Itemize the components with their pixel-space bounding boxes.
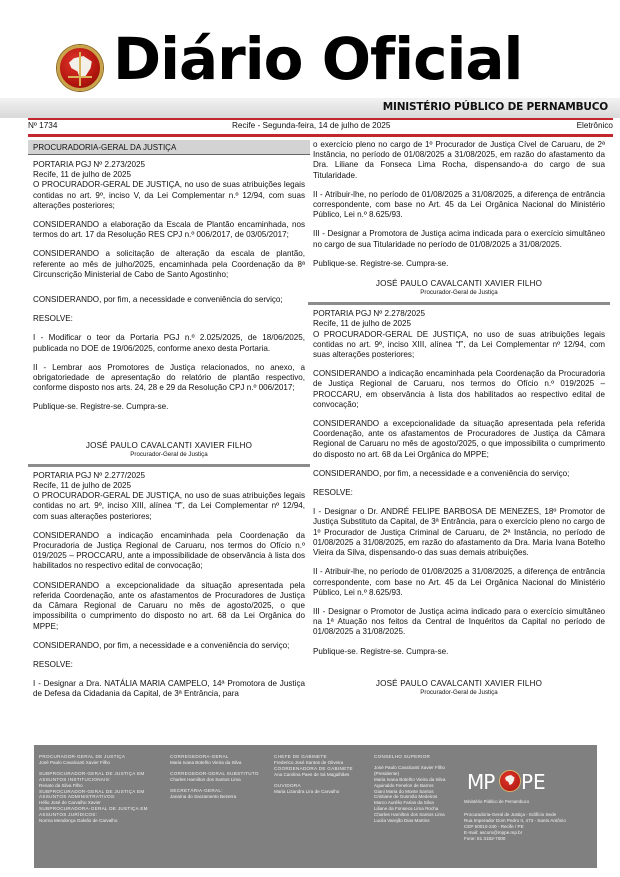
- logo-subtitle: Ministério Público de Pernambuco: [464, 799, 530, 804]
- mppe-logo-seal-icon: [499, 770, 521, 792]
- footer-column-council: [374, 754, 459, 824]
- council-members: [374, 765, 459, 824]
- signer-role: Procurador-Geral de Justiça: [420, 688, 498, 696]
- address-line: Rua Imperador Dom Pedro II, 473 - Santo Antônio: [464, 817, 566, 823]
- footer-directory: [34, 745, 597, 868]
- footer-entry-title: CHEFE DE GABINETE: [274, 754, 327, 759]
- portaria-item: o exercício pleno no cargo de 1º Procurador de Justiça Cível de Caruaru, de 2ª Instância, no período de 01/08/2025 a 31/08/2025, em razão do afastamento da Dra. Liliane da Fonseca Lima Rocha, dispensando-a do cargo de sua Titularidade.: [313, 140, 605, 180]
- portaria-title: PORTARIA PGJ Nº 2.278/2025: [313, 309, 425, 319]
- footer-entry: [39, 754, 164, 766]
- footer-entry-title: OUVIDORA: [274, 782, 301, 788]
- portaria-date: Recife, 11 de julho de 2025: [33, 481, 131, 491]
- signer-name: JOSÉ PAULO CAVALCANTI XAVIER FILHO: [375, 279, 543, 289]
- signer-role: Procurador-Geral de Justiça: [420, 289, 498, 297]
- council-heading: CONSELHO SUPERIOR: [374, 754, 431, 759]
- portaria-2273: [33, 160, 305, 459]
- footer-entry: [39, 806, 164, 824]
- footer-entry: [170, 754, 275, 766]
- council-member: Lucila Varejão Dias Martins: [374, 818, 430, 824]
- portaria-considerando: CONSIDERANDO a indicação encaminhada pela Coordenação da Procuradoria de Justiça Regional de Caruaru, nos termos do Ofício n.º 019/2025 – PROCCARU, em observância à lista dos habilitados ao respectivo edital de convocação;: [313, 369, 605, 409]
- portaria-considerando: CONSIDERANDO, por fim, a necessidade e a conveniência do serviço;: [33, 640, 290, 650]
- portaria-item: I - Modificar o teor da Portaria PGJ n.º 2.025/2025, de 18/06/2025, publicada no DOE de 19/06/2025, conforme anexo desta Portaria.: [33, 333, 305, 353]
- portaria-preamble: O PROCURADOR-GERAL DE JUSTIÇA, no uso de suas atribuições legais contidas no art. 9º, inciso V, da Lei Complementar n.º 12/94, com suas alterações posteriores;: [33, 180, 305, 210]
- logo-text-mp: MP: [467, 770, 495, 794]
- portaria-title: PORTARIA PGJ Nº 2.273/2025: [33, 160, 145, 169]
- publication-title: Diário Oficial: [113, 25, 523, 93]
- footer-entry-title: SUBPROCURADOR-GERAL DE JUSTIÇA EM ASSUNTOS INSTITUCIONAIS:: [39, 770, 145, 782]
- mppe-logo: [464, 770, 594, 794]
- portaria-considerando: CONSIDERANDO, por fim, a necessidade e a conveniência do serviço;: [313, 468, 570, 478]
- council-member: Aguinaldo Fenelon de Barros: [374, 782, 434, 788]
- address-line: Fone: 81 3182-7000: [464, 835, 506, 841]
- footer-entry-name: Charles Hamilton dos Santos Lima: [170, 776, 241, 782]
- portaria-item: I - Designar o Dr. ANDRÉ FELIPE BARBOSA DE MENEZES, 18º Promotor de Justiça Substituto da Capital, de 3ª Entrância, para o exercício pleno no cargo de 1º Procurador de Justiça Criminal de Caruaru, de 2ª Instância, no período de 01/08/2025 a 31/08/2025, em razão do afastamento da Dra. Maria Ivana Botelho Vieira da Silva, dispensando-o das suas demais atribuições.: [313, 507, 605, 558]
- portaria-considerando: CONSIDERANDO, por fim, a necessidade e conveniência do serviço;: [33, 295, 283, 305]
- portaria-resolve: RESOLVE:: [313, 488, 353, 498]
- masthead: [0, 0, 620, 121]
- address-line: E-mail: ascom@mppe.mp.br: [464, 829, 523, 835]
- footer-entry-name: José Paulo Cavalcanti Xavier Filho: [39, 759, 110, 765]
- signer-name: JOSÉ PAULO CAVALCANTI XAVIER FILHO: [375, 678, 543, 688]
- council-member: Maria Ivana Botelho Vieira da Silva: [374, 776, 446, 782]
- section-heading: PROCURADORIA-GERAL DA JUSTIÇA: [28, 140, 310, 155]
- footer-entry-name: Janaína do Sacramento Bezerra: [170, 793, 237, 799]
- signer-role: Procurador-Geral de Justiça: [130, 450, 208, 458]
- portaria-title: PORTARIA PGJ Nº 2.277/2025: [33, 470, 145, 480]
- portaria-considerando: CONSIDERANDO a solicitação de alteração da escala de plantão, referente ao mês de julho/2025, encaminhada pela Coordenação da 8ª Circunscrição Ministerial de Cabo de Santo Agostinho;: [33, 249, 305, 279]
- footer-column-gabinete: [274, 754, 374, 799]
- portaria-date: Recife, 11 de julho de 2025: [313, 319, 411, 329]
- portaria-closing: Publique-se. Registre-se. Cumpra-se.: [313, 646, 449, 656]
- footer-entry-name: Frederico José Santos de Oliveira: [274, 759, 344, 765]
- address-line: CEP 50010-240 - Recife / PE: [464, 823, 524, 829]
- footer-entry-name: Maria Ivana Botelho Vieira da Silva: [170, 759, 242, 765]
- portaria-item: II - Atribuir-lhe, no período de 01/08/2025 a 31/08/2025, a diferença de entrância correspondente, com base no Art. 45 da Lei Orgânica Nacional do Ministério Público, Lei n.º 8.625/93.: [313, 189, 605, 220]
- footer-entry-name: Ana Carolina Paes de Sá Magalhães: [274, 771, 350, 777]
- council-member: José Paulo Cavalcanti Xavier Filho: [374, 764, 445, 770]
- right-column: [313, 140, 605, 697]
- footer-entry-name: Renato da Silva Filho: [39, 782, 83, 788]
- footer-entry-name: Norma Mendonça Galvão de Carvalho: [39, 818, 118, 824]
- council-member: Giani Maria do Monte Santos: [374, 788, 434, 794]
- ministry-name: MINISTÉRIO PÚBLICO DE PERNAMBUCO: [382, 101, 608, 113]
- footer-entry-title: PROCURADOR-GERAL DE JUSTIÇA: [39, 754, 126, 759]
- portaria-2277: [33, 471, 305, 700]
- contact-address: [464, 812, 594, 842]
- footer-entry-title: CORREGEDOR-GERAL SUBSTITUTO: [170, 770, 259, 776]
- signature-block: [313, 279, 605, 297]
- portaria-item: III - Designar o Promotor de Justiça acima indicado para o exercício simultâneo na 1ª Atuação nos feitos da Central de Inquéritos da Capital no período de 01/08/2025 a 31/08/2025.: [313, 606, 605, 637]
- footer-entry-title: SUBPROCURADOR-GERAL DE JUSTIÇA EM ASSUNTOS ADMINISTRATIVOS:: [39, 788, 145, 800]
- portaria-item: II - Atribuir-lhe, no período de 01/08/2025 a 31/08/2025, a diferença de entrância correspondente, com base no Art. 45 da Lei Orgânica Nacional do Ministério Público, Lei n.º 8.625/93.: [313, 567, 605, 597]
- portaria-2278: [313, 309, 605, 697]
- signature-block: [33, 441, 305, 459]
- footer-entry: [274, 766, 374, 778]
- council-member: Liliane da Fonseca Lima Rocha: [374, 806, 439, 812]
- left-column: [33, 140, 305, 700]
- portaria-closing: Publique-se. Registre-se. Cumpra-se.: [33, 402, 169, 412]
- edition-date: Recife - Segunda-feira, 14 de julho de 2025: [232, 121, 391, 130]
- council-member: Marco Aurélio Farias da Silva: [374, 800, 434, 806]
- edition-type: Eletrônico: [576, 121, 613, 130]
- footer-entry: [39, 771, 164, 789]
- portaria-2277-continued: [313, 140, 605, 297]
- footer-column-contact: [464, 754, 594, 841]
- edition-number: Nº 1734: [28, 121, 58, 130]
- footer-entry-title: SECRETÁRIA-GERAL:: [170, 787, 223, 793]
- council-member: (Presidente): [374, 770, 400, 776]
- portaria-item: III - Designar a Promotora de Justiça acima indicada para o exercício simultâneo no cargo de sua Titularidade no período de 01/08/2025 a 31/08/2025.: [313, 229, 605, 249]
- portaria-closing: Publique-se. Registre-se. Cumpra-se.: [313, 258, 449, 268]
- footer-entry-title: CORREGEDORA-GERAL: [170, 754, 229, 759]
- footer-entry: [170, 771, 275, 783]
- scale-beam-icon: [68, 76, 92, 78]
- council-member: Cristiane de Gusmão Medeiros: [374, 794, 438, 800]
- portaria-date: Recife, 11 de julho de 2025: [33, 170, 131, 180]
- portaria-preamble: O PROCURADOR-GERAL DE JUSTIÇA, no uso de suas atribuições legais contidas no art. 9º, inciso XIII, alínea “f”, da Lei Complementar nº 12/94, com suas alterações posteriores;: [313, 329, 605, 360]
- signature-block: [313, 679, 605, 697]
- footer-entry: [170, 788, 275, 800]
- footer-entry-title: SUBPROCURADORA-GERAL DE JUSTIÇA EM ASSUNTOS JURÍDICOS:: [39, 806, 148, 818]
- signer-name: JOSÉ PAULO CAVALCANTI XAVIER FILHO: [85, 440, 253, 450]
- content-top-divider: [28, 134, 613, 137]
- portaria-considerando: CONSIDERANDO a excepcionalidade da situação apresentada pela referida Coordenação, ante os afastamentos de Procuradores de Justiça da Câmara Regional de Caruaru no mês de agosto/2025, o que impossibilita o cumprimento do disposto no art. 68 da Lei Orgânica do MPPE;: [313, 419, 605, 459]
- portaria-resolve: RESOLVE:: [33, 314, 73, 324]
- brazil-map-icon: [69, 56, 93, 78]
- footer-entry-name: Hélio José de Carvalho Xavier: [39, 800, 101, 806]
- portaria-item: I - Designar a Dra. NATÁLIA MARIA CAMPELO, 14ª Promotora de Justiça de Defesa da Cidadania da Capital, de 3ª Entrância, para: [33, 679, 305, 699]
- portaria-considerando: CONSIDERANDO a excepcionalidade da situação apresentada pela referida Coordenação, ante os afastamentos de Procuradores de Justiça da Câmara Regional de Caruaru no mês de agosto/2025, o que impossibilita o cumprimento do disposto no art. 68 da Lei Orgânica do MPPE;: [33, 580, 305, 631]
- portaria-considerando: CONSIDERANDO a elaboração da Escala de Plantão encaminhada, nos termos do art. 17 da Resolução RES CPJ n.º 006/2017, de 03/05/2017;: [33, 220, 305, 240]
- portaria-item: II - Lembrar aos Promotores de Justiça relacionados, no anexo, a obrigatoriedade de apresentação do relatório de plantão respectivo, conforme disposto nos arts. 24, 28 e 29 da Resolução CPJ n.º 006/2017;: [33, 362, 305, 393]
- council-member: Charles Hamilton dos Santos Lima: [374, 812, 445, 818]
- footer-entry: [274, 783, 374, 795]
- footer-entry-name: Maria Lizandra Lira de Carvalho: [274, 788, 340, 794]
- edition-info-bar: [28, 121, 613, 133]
- mppe-seal-icon: [57, 45, 103, 91]
- portaria-resolve: RESOLVE:: [33, 659, 73, 669]
- portaria-preamble: O PROCURADOR-GERAL DE JUSTIÇA, no uso de suas atribuições legais contidas no art. 9º, inciso XIII, alínea “f”, da Lei Complementar nº 12/94, com suas alterações posteriores;: [33, 491, 305, 521]
- logo-text-pe: PE: [521, 770, 546, 794]
- footer-entry-title: COORDENADORA DE GABINETE: [274, 765, 353, 771]
- portaria-divider: [308, 302, 610, 305]
- footer-column-corregedoria: [170, 754, 275, 804]
- footer-entry: [39, 789, 164, 807]
- footer-entry: [274, 754, 374, 766]
- header-divider: [28, 118, 613, 120]
- footer-column-leadership: [39, 754, 164, 824]
- portaria-considerando: CONSIDERANDO a indicação encaminhada pela Coordenação da Procuradoria de Justiça Regional de Caruaru, nos termos do Ofício n.º 019/2025 – PROCCARU, ante a impossibilidade de observância à lista dos habilitados no respectivo edital de convocação;: [33, 530, 305, 571]
- seal-cross-icon: [79, 52, 81, 86]
- portaria-divider: [28, 464, 310, 467]
- address-line: Procuradoria-Geral de Justiça - Edifício Sede: [464, 811, 557, 817]
